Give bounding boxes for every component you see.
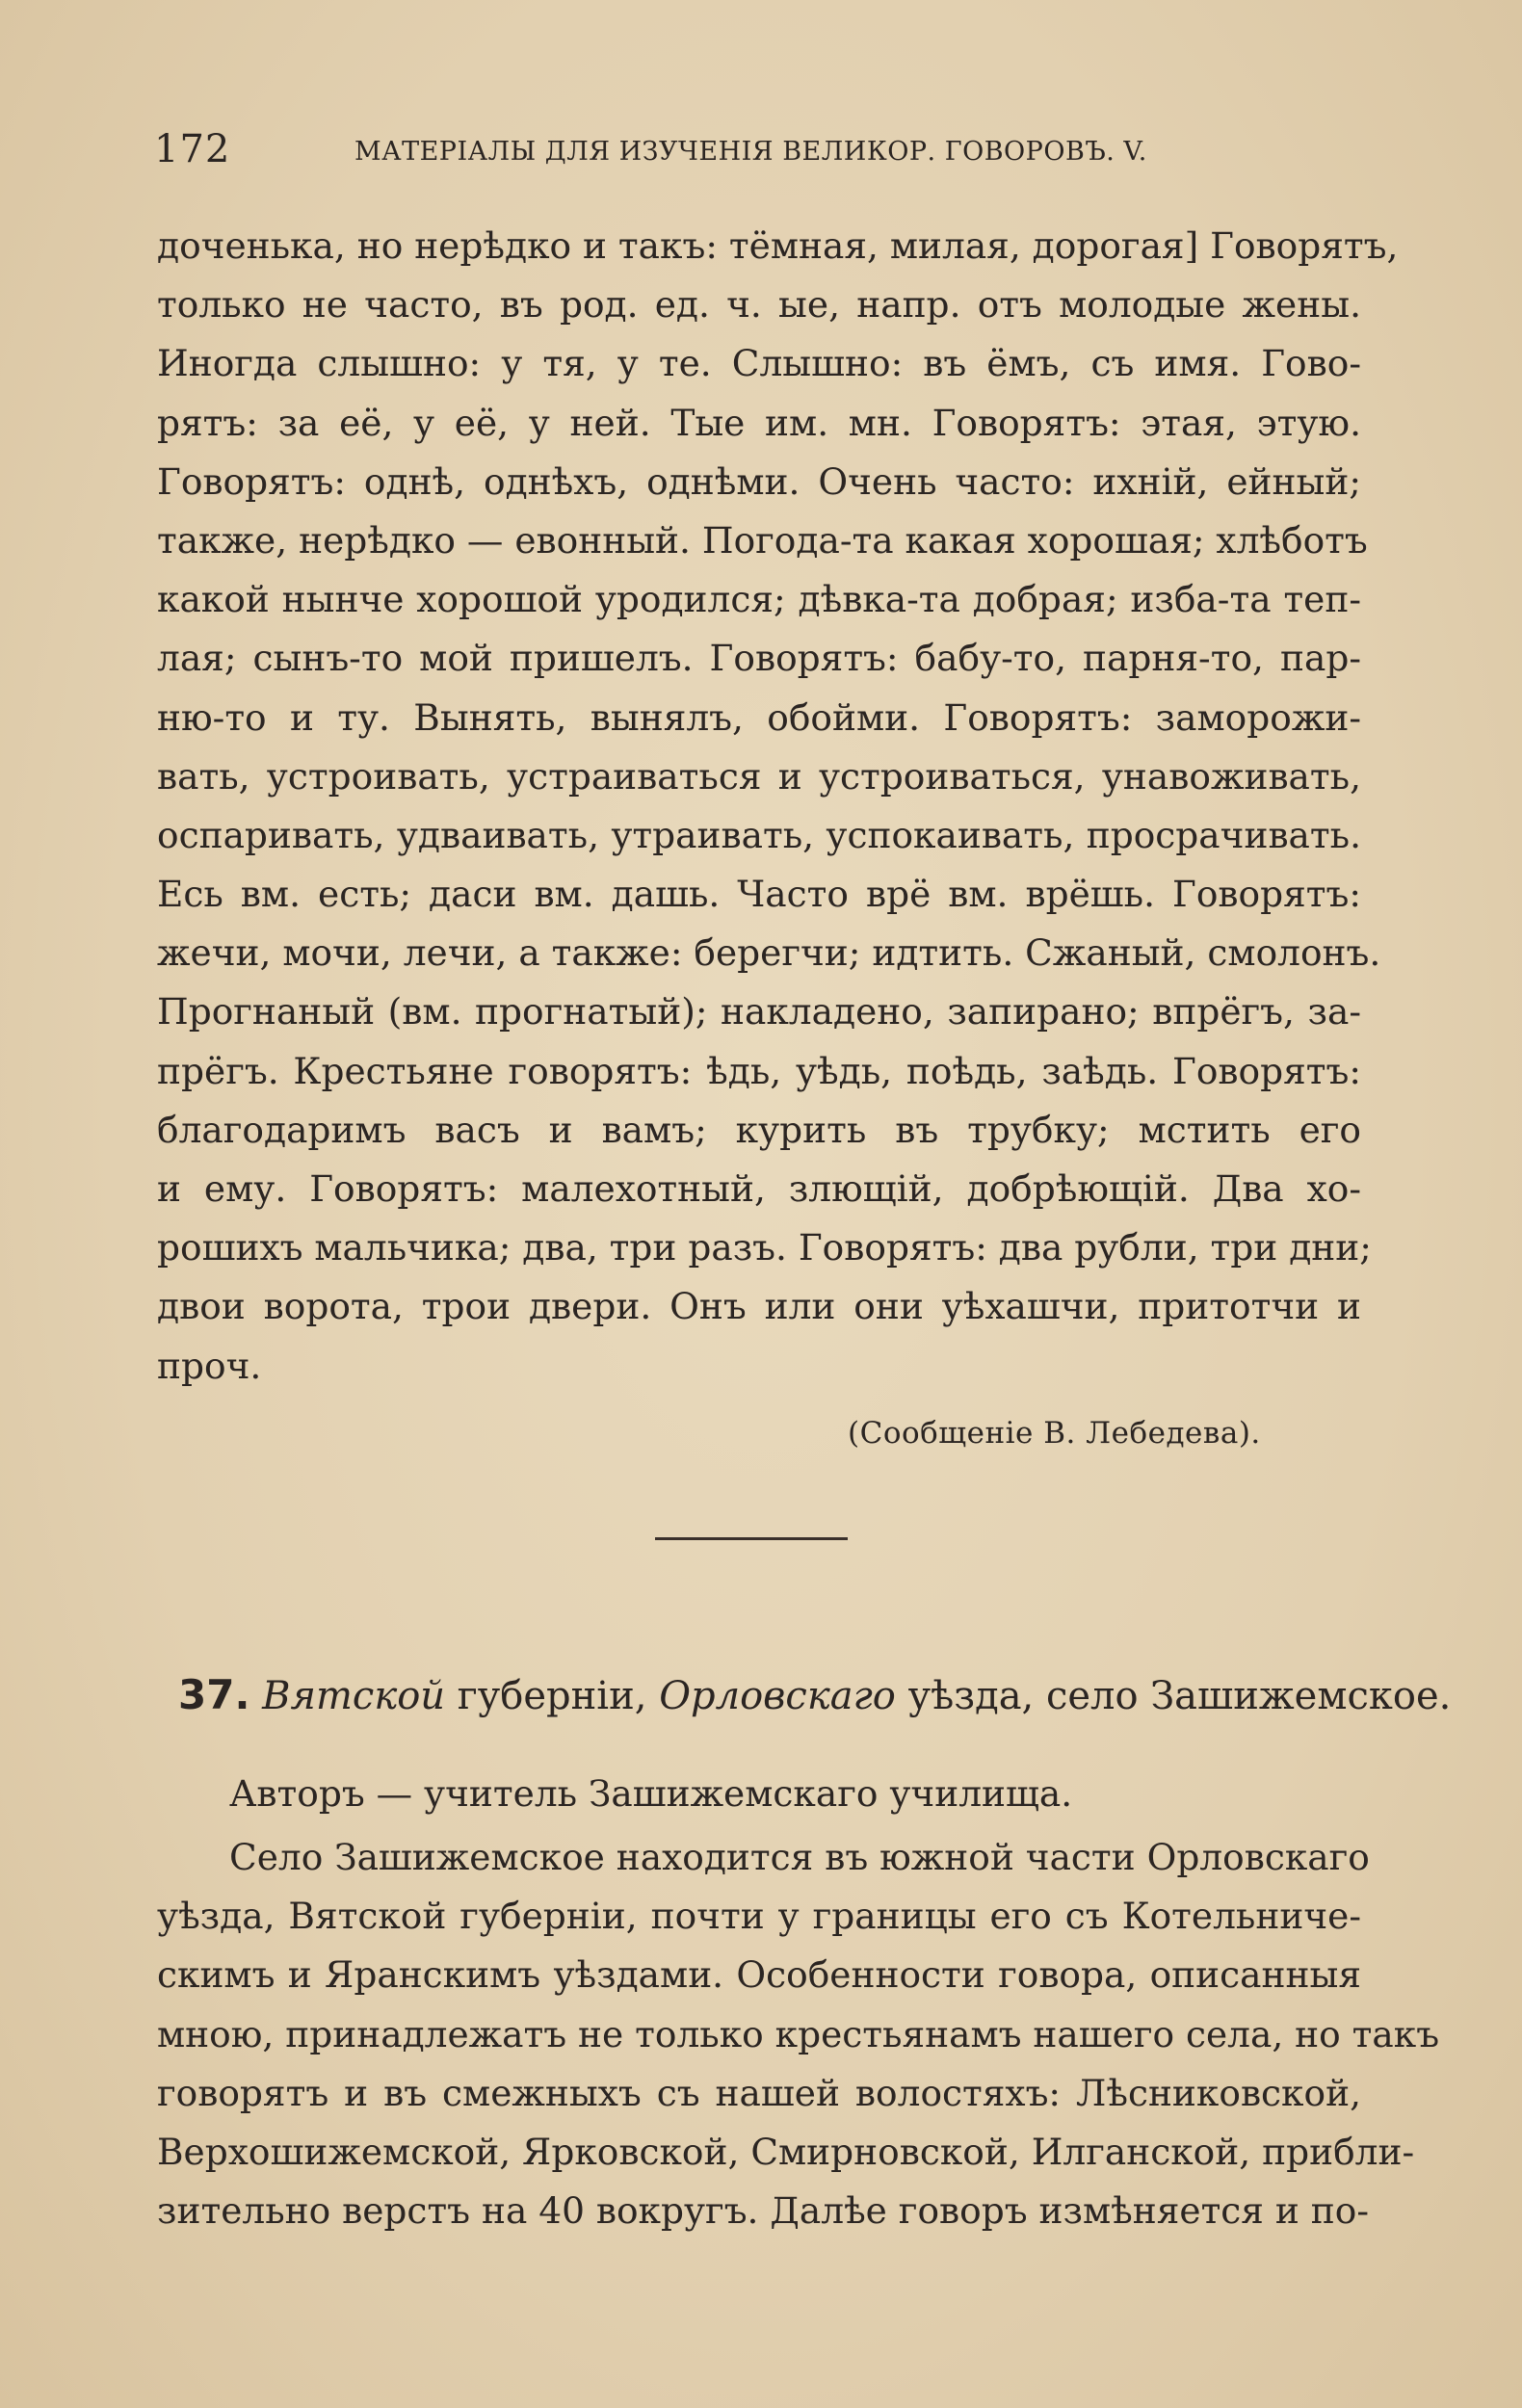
text-line: скимъ и Яранскимъ уѣздами. Особенности говора, описанныя xyxy=(157,1953,1361,1997)
text-line: жечи, мочи, лечи, а также: берегчи; идтить. Сжаный, смолонъ. xyxy=(157,931,1381,975)
text-line: оспаривать, удваивать, утраивать, успокаивать, просрачивать. xyxy=(157,813,1361,856)
section-paragraph xyxy=(157,1828,1440,2240)
text-line: мною, принадлежатъ не только крестьянамъ нашего села, но такъ xyxy=(157,2012,1440,2055)
text-line: рошихъ мальчика; два, три разъ. Говорятъ: два рубли, три дни; xyxy=(157,1226,1372,1269)
section-province: Вятской xyxy=(262,1674,446,1718)
text-line: двои ворота, трои двери. Онъ или они уѣхашчи, притотчи и xyxy=(157,1285,1361,1328)
text-line: ню-то и ту. Вынять, вынялъ, обойми. Говорятъ: заморожи- xyxy=(157,695,1361,739)
section-district: Орловскаго xyxy=(659,1674,896,1718)
text-line: только не часто, въ род. ед. ч. ые, напр. отъ молодые жены. xyxy=(157,283,1361,327)
text-line: Село Зашижемское находится въ южной части Орловскаго xyxy=(229,1836,1370,1878)
page-header xyxy=(154,127,1368,175)
author-line: Авторъ — учитель Зашижемскаго училища. xyxy=(229,1772,1073,1815)
page-number: 172 xyxy=(154,127,231,171)
text-line: Верхошижемской, Ярковской, Смирновской, Илганской, прибли- xyxy=(157,2130,1415,2173)
text-line: прёгъ. Крестьяне говорятъ: ѣдь, уѣдь, поѣдь, заѣдь. Говорятъ: xyxy=(157,1049,1361,1092)
text-line: доченька, но нерѣдко и такъ: тёмная, милая, дорогая] Говорятъ, xyxy=(157,224,1399,267)
text-line: уѣзда, Вятской губерніи, почти у границы его съ Котельниче- xyxy=(157,1895,1361,1938)
text-line: вать, устроивать, устраиваться и устроиваться, унавоживать, xyxy=(157,754,1361,798)
text-line: также, нерѣдко — евонный. Погода-та какая хорошая; хлѣботъ xyxy=(157,518,1368,562)
section-province-word: губерніи, xyxy=(457,1674,647,1718)
running-title: МАТЕРІАЛЫ ДЛЯ ИЗУЧЕНІЯ ВЕЛИКОР. ГОВОРОВЪ. V. xyxy=(354,137,1147,167)
section-location: уѣзда, село Зашижемское. xyxy=(907,1674,1452,1718)
text-line: и ему. Говорятъ: малехотный, злющій, добрѣющій. Два хо- xyxy=(157,1167,1361,1210)
text-line: рятъ: за её, у её, у ней. Тые им. мн. Говорятъ: этая, этую. xyxy=(157,401,1361,444)
section-divider xyxy=(655,1537,848,1540)
text-line: Прогнаный (вм. прогнатый); накладено, запирано; впрёгъ, за- xyxy=(157,990,1361,1034)
text-line: благодаримъ васъ и вамъ; курить въ трубку; мстить его xyxy=(157,1108,1361,1151)
section-number: 37. xyxy=(178,1671,250,1718)
text-line: говорятъ и въ смежныхъ съ нашей волостяхъ: Лѣсниковской, xyxy=(157,2071,1361,2114)
signature: (Сообщеніе В. Лебедева). xyxy=(848,1416,1261,1451)
text-line: Говорятъ: однѣ, однѣхъ, однѣми. Очень часто: ихній, ейный; xyxy=(157,459,1361,503)
text-line: Есь вм. есть; даси вм. дашь. Часто врё вм. врёшь. Говорятъ: xyxy=(157,873,1361,916)
text-line: зительно верстъ на 40 вокругъ. Далѣе говоръ измѣняется и по- xyxy=(157,2189,1370,2233)
text-line: Иногда слышно: у тя, у те. Слышно: въ ёмъ, съ имя. Гово- xyxy=(157,342,1361,385)
top-paragraph xyxy=(157,217,1399,1396)
text-line: лая; сынъ-то мой пришелъ. Говорятъ: бабу-то, парня-то, пар- xyxy=(157,637,1361,680)
text-line: какой нынче хорошой уродился; дѣвка-та добрая; изба-та теп- xyxy=(157,578,1361,621)
section-heading xyxy=(178,1666,1452,1724)
text-line: проч. xyxy=(157,1344,262,1387)
